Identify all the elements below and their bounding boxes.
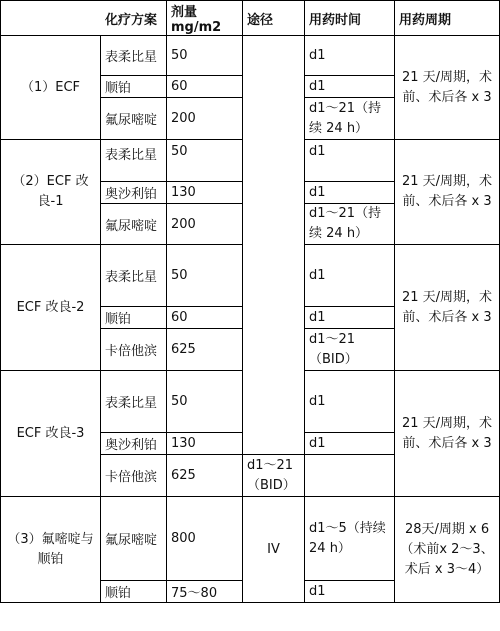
drug-cell: 奥沙利铂 (101, 433, 167, 455)
drug-cell: 卡倍他滨 (101, 329, 167, 371)
time-cell: d1 (305, 371, 395, 433)
route-cell: IV (243, 497, 305, 603)
dose-cell: 130 (167, 182, 243, 204)
dose-cell: 625 (167, 329, 243, 371)
time-cell: d1 (305, 245, 395, 307)
drug-cell: 表柔比星 (101, 245, 167, 307)
cycle-cell: 21 天/周期，术前、术后各 x 3 (395, 371, 500, 497)
dose-cell: 60 (167, 307, 243, 329)
scheme-name: （2）ECF 改良-1 (1, 140, 101, 245)
table-row (1, 497, 500, 581)
dose-cell: 625 (167, 455, 243, 497)
time-cell: d1～21（BID） (243, 455, 305, 497)
dose-cell: 130 (167, 433, 243, 455)
cycle-cell: 21 天/周期，术前、术后各 x 3 (395, 36, 500, 140)
time-cell: d1 (305, 140, 395, 182)
header-scheme: 化疗方案 (1, 1, 167, 36)
time-cell: d1 (305, 307, 395, 329)
route-cell (243, 36, 305, 455)
time-cell: d1 (305, 581, 395, 603)
drug-cell: 奥沙利铂 (101, 182, 167, 204)
cycle-cell: 28天/周期 x 6（术前x 2～3、术后 x 3～4） (395, 497, 500, 603)
time-cell: d1 (305, 182, 395, 204)
dose-cell: 50 (167, 371, 243, 433)
drug-cell: 顺铂 (101, 76, 167, 98)
header-cycle: 用药周期 (395, 1, 500, 36)
scheme-name: ECF 改良-3 (1, 371, 101, 497)
time-cell: d1 (305, 76, 395, 98)
dose-cell: 60 (167, 76, 243, 98)
dose-cell: 50 (167, 36, 243, 76)
drug-cell: 氟尿嘧啶 (101, 204, 167, 245)
table-row (1, 36, 500, 76)
drug-cell: 氟尿嘧啶 (101, 98, 167, 140)
time-cell: d1 (305, 433, 395, 455)
drug-cell: 表柔比星 (101, 36, 167, 76)
time-cell: d1～5（持续 24 h） (305, 497, 395, 581)
header-dose: 剂量mg/m2 (167, 1, 243, 36)
scheme-name: ECF 改良-2 (1, 245, 101, 371)
time-cell: d1 (305, 36, 395, 76)
dose-cell: 200 (167, 98, 243, 140)
cycle-cell: 21 天/周期，术前、术后各 x 3 (395, 140, 500, 245)
drug-cell: 氟尿嘧啶 (101, 497, 167, 581)
dose-cell: 200 (167, 204, 243, 245)
header-time: 用药时间 (305, 1, 395, 36)
drug-cell: 顺铂 (101, 581, 167, 603)
cycle-cell: 21 天/周期，术前、术后各 x 3 (395, 245, 500, 371)
dose-cell: 50 (167, 245, 243, 307)
drug-cell: 表柔比星 (101, 371, 167, 433)
header-route: 途径 (243, 1, 305, 36)
scheme-name: （3）氟嘧啶与顺铂 (1, 497, 101, 603)
drug-cell: 卡倍他滨 (101, 455, 167, 497)
dose-cell: 75～80 (167, 581, 243, 603)
drug-cell: 表柔比星 (101, 140, 167, 182)
time-cell: d1～21（持续 24 h） (305, 98, 395, 140)
time-cell: d1～21（持续 24 h） (305, 204, 395, 245)
drug-cell: 顺铂 (101, 307, 167, 329)
dose-cell: 50 (167, 140, 243, 182)
scheme-name: （1）ECF (1, 36, 101, 140)
header-row (1, 1, 500, 36)
time-cell: d1～21（BID） (305, 329, 395, 371)
dose-cell: 800 (167, 497, 243, 581)
